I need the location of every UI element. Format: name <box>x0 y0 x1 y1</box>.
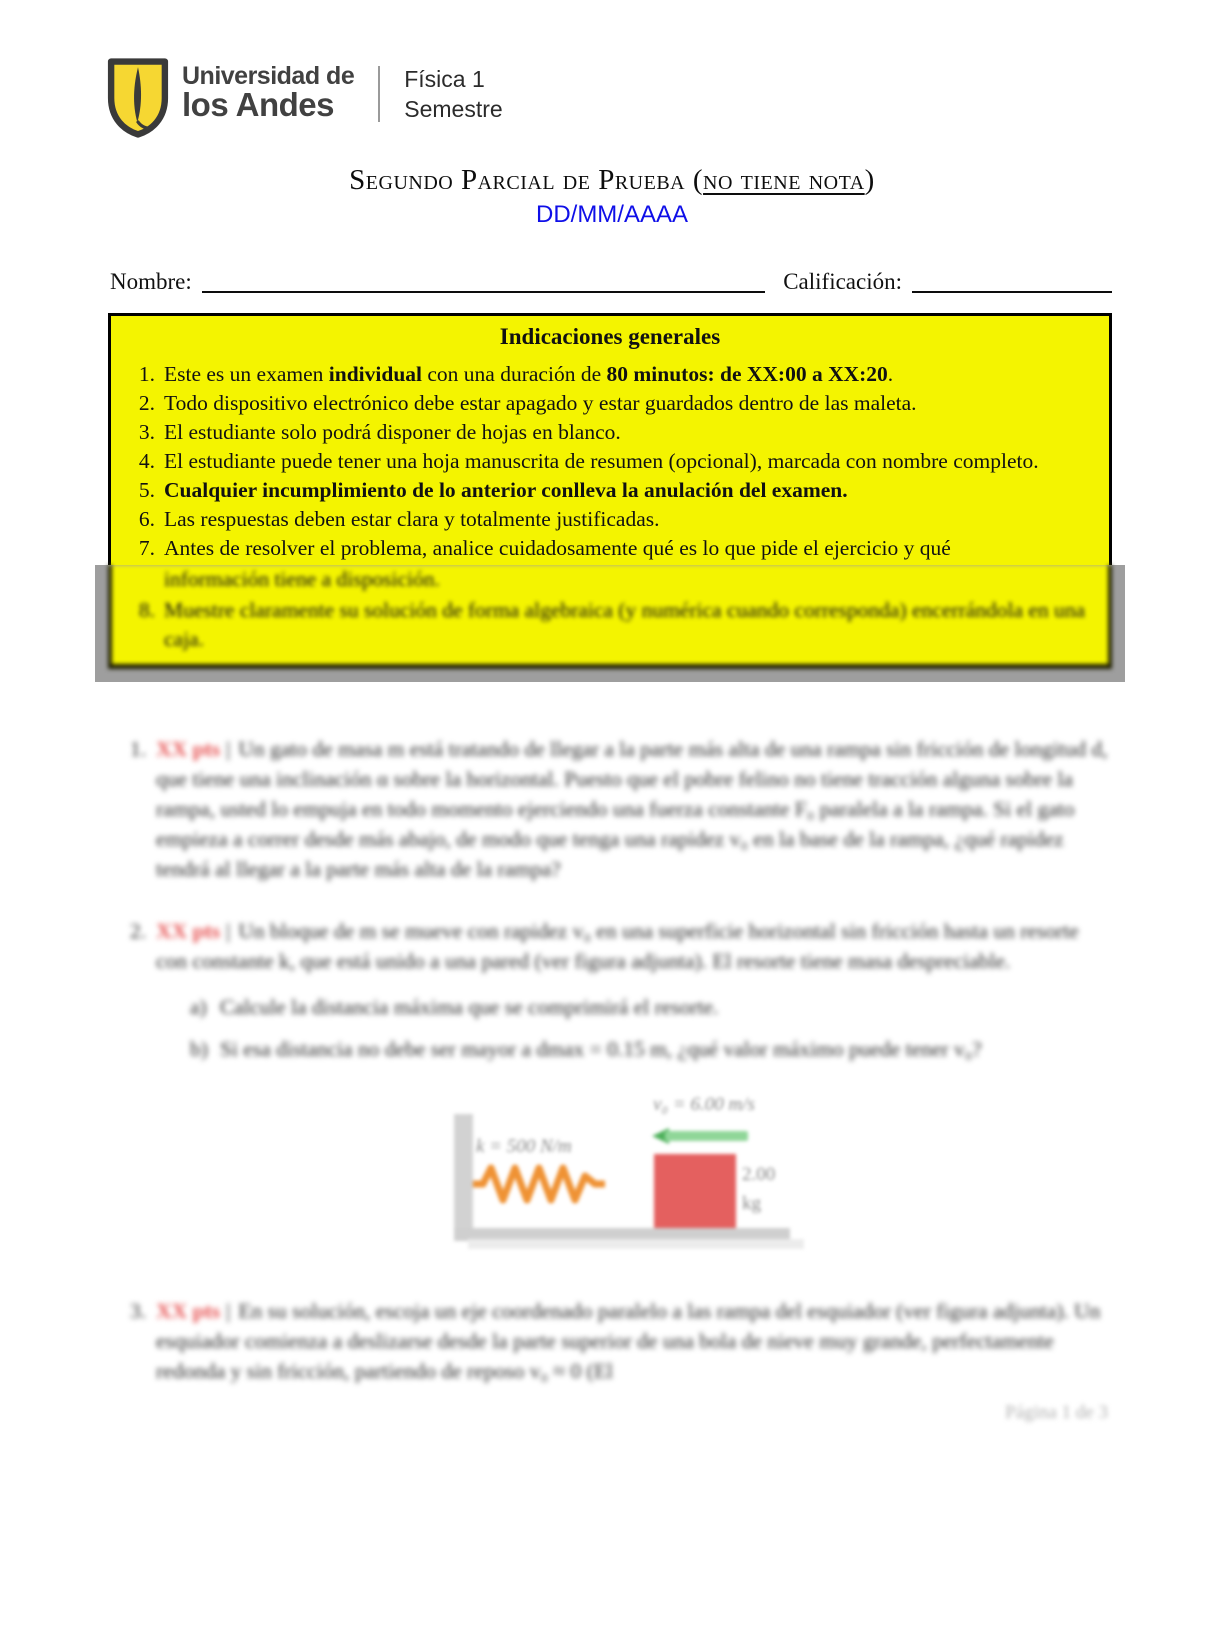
name-label: Nombre: <box>110 269 192 294</box>
instruction-item-5 <box>125 476 1095 505</box>
wall <box>454 1114 473 1230</box>
problem-text: En su solución, escoja un eje coordenado paralelo a las rampa del esquiador (ver figura adjunta). Un esquiador comienza a deslizarse desde la parte superior de una bola de nieve muy grande, perfectamente redonda y sin fricción, partiendo de reposo v₀ ≈ 0 (El <box>156 1299 1101 1383</box>
item-number: 1. <box>138 362 155 386</box>
instruction-item-6 <box>125 505 1095 534</box>
page-title <box>0 164 1224 197</box>
course-name: Física 1 <box>404 66 485 92</box>
problem-number: 2. <box>130 919 147 943</box>
item-number: 6. <box>138 507 155 531</box>
uniandes-shield-icon <box>106 58 170 138</box>
instruction-item-7-continuation: información tiene a disposición. <box>164 567 440 591</box>
item-number: 3. <box>138 420 155 444</box>
course-block <box>404 64 502 124</box>
item-number: 8. <box>138 598 155 622</box>
instruction-item-4 <box>125 447 1095 476</box>
item-text-bold: individual <box>328 362 423 386</box>
instruction-item-1 <box>125 360 1095 389</box>
problem-text: Un bloque de m se mueve con rapidez v₀ en una superficie horizontal sin fricción hasta un resorte con constante k, que está unido a una pared (ver figura adjunta). El resorte tiene masa despreciable. <box>156 919 1079 973</box>
problem-text: Un gato de masa m está tratando de llegar a la parte más alta de una rampa sin fricción de longitud d, que tiene una inclinación α sobre la horizontal. Puesto que el pobre felino no tiene tracción alguna sobre la rampa, usted lo empuja en todo momento ejerciendo una fuerza constante F₀ paralela a la rampa. Si el gato empieza a correr desde más abajo, de modo que tenga una rapidez v₀ en la base de la rampa, ¿qué rapidez tendrá al llegar a la parte más alta de la rampa? <box>156 737 1108 881</box>
item-text-segment: Este es un examen <box>164 362 329 386</box>
subitem-text: Calcule la distancia máxima que se comprimirá el resorte. <box>220 995 719 1019</box>
exam-date: DD/MM/AAAA <box>535 201 688 228</box>
title-block <box>0 164 1224 229</box>
problem-number: 1. <box>130 737 147 761</box>
course-term: Semestre <box>404 96 503 122</box>
item-text: El estudiante solo podrá disponer de hojas en blanco. <box>164 420 621 444</box>
subitem-text: Si esa distancia no debe ser mayor a dmax = 0.15 m, ¿qué valor máximo puede tener v₀? <box>220 1037 982 1061</box>
floor-shadow <box>468 1239 804 1249</box>
points-divider: | <box>226 737 231 761</box>
item-text: El estudiante puede tener una hoja manuscrita de resumen (opcional), marcada con nombre completo. <box>164 449 1039 473</box>
item-text: Antes de resolver el problema, analice cuidadosamente qué es lo que pide el ejercicio y qué <box>164 536 951 560</box>
item-text: Muestre claramente su solución de forma algebraica (y numérica cuando corresponda) encerrándola en una caja. <box>164 598 1086 651</box>
grade-label: Calificación: <box>783 269 902 294</box>
instruction-item-8 <box>125 596 1095 654</box>
instructions-title: Indicaciones generales <box>499 324 721 349</box>
problem-number: 3. <box>130 1299 147 1323</box>
subitem-label: a) <box>190 995 207 1019</box>
problem-2-subitems <box>190 992 1108 1064</box>
item-text: Las respuestas deben estar clara y totalmente justificadas. <box>164 507 660 531</box>
subitem-b <box>190 1034 1108 1064</box>
name-blank-line <box>202 267 765 293</box>
points-badge: XX pts <box>156 919 221 943</box>
spring-constant-label: k = 500 N/m <box>476 1136 572 1157</box>
item-text <box>164 360 1095 389</box>
title-main: Segundo Parcial de Prueba ( <box>349 164 704 196</box>
instructions-box-shadow <box>95 565 1125 682</box>
spring-icon <box>473 1162 605 1206</box>
subitem-a <box>190 992 1108 1022</box>
points-divider: | <box>226 919 231 943</box>
problem-3 <box>130 1296 1108 1386</box>
item-text-segment: . <box>887 362 894 386</box>
item-text-bold: 80 minutos: de XX:00 a XX:20 <box>606 362 888 386</box>
velocity-arrow-icon <box>652 1128 748 1144</box>
arrow-bar <box>665 1131 748 1141</box>
page-footer: Página 1 de 3 <box>1005 1402 1108 1423</box>
item-text-segment: con una duración de <box>422 362 607 386</box>
item-number: 4. <box>138 449 155 473</box>
wordmark-line1: Universidad de <box>182 62 355 90</box>
header <box>106 58 1224 138</box>
mass-value: 2.00 <box>742 1164 776 1185</box>
mass-label <box>742 1160 798 1218</box>
university-wordmark <box>182 64 354 121</box>
header-divider <box>378 66 380 122</box>
instruction-item-3 <box>125 418 1095 447</box>
points-divider: | <box>226 1299 231 1323</box>
instructions-box-blurred-strip <box>108 565 1112 669</box>
block <box>654 1154 736 1228</box>
instruction-item-2 <box>125 389 1095 418</box>
points-badge: XX pts <box>156 737 221 761</box>
title-close: ) <box>864 164 875 196</box>
problems-section <box>130 734 1108 1424</box>
spring-block-figure <box>454 1094 800 1250</box>
item-number: 5. <box>138 478 155 502</box>
instruction-item-7 <box>125 534 1095 563</box>
velocity-label: v₀ = 6.00 m/s <box>653 1094 755 1115</box>
wordmark-line2: los Andes <box>182 86 334 123</box>
problem-2 <box>130 916 1108 976</box>
title-underlined: no tiene nota <box>703 164 865 196</box>
instructions-box <box>108 313 1112 565</box>
item-text: Cualquier incumplimiento de lo anterior conlleva la anulación del examen. <box>164 478 848 502</box>
item-number: 7. <box>138 536 155 560</box>
item-number: 2. <box>138 391 155 415</box>
problem-1 <box>130 734 1108 884</box>
item-text: Todo dispositivo electrónico debe estar apagado y estar guardados dentro de las maleta. <box>164 391 917 415</box>
points-badge: XX pts <box>156 1299 221 1323</box>
name-grade-row <box>110 267 1112 295</box>
grade-blank-line <box>912 267 1112 293</box>
mass-unit: kg <box>742 1193 761 1214</box>
subitem-label: b) <box>190 1037 208 1061</box>
